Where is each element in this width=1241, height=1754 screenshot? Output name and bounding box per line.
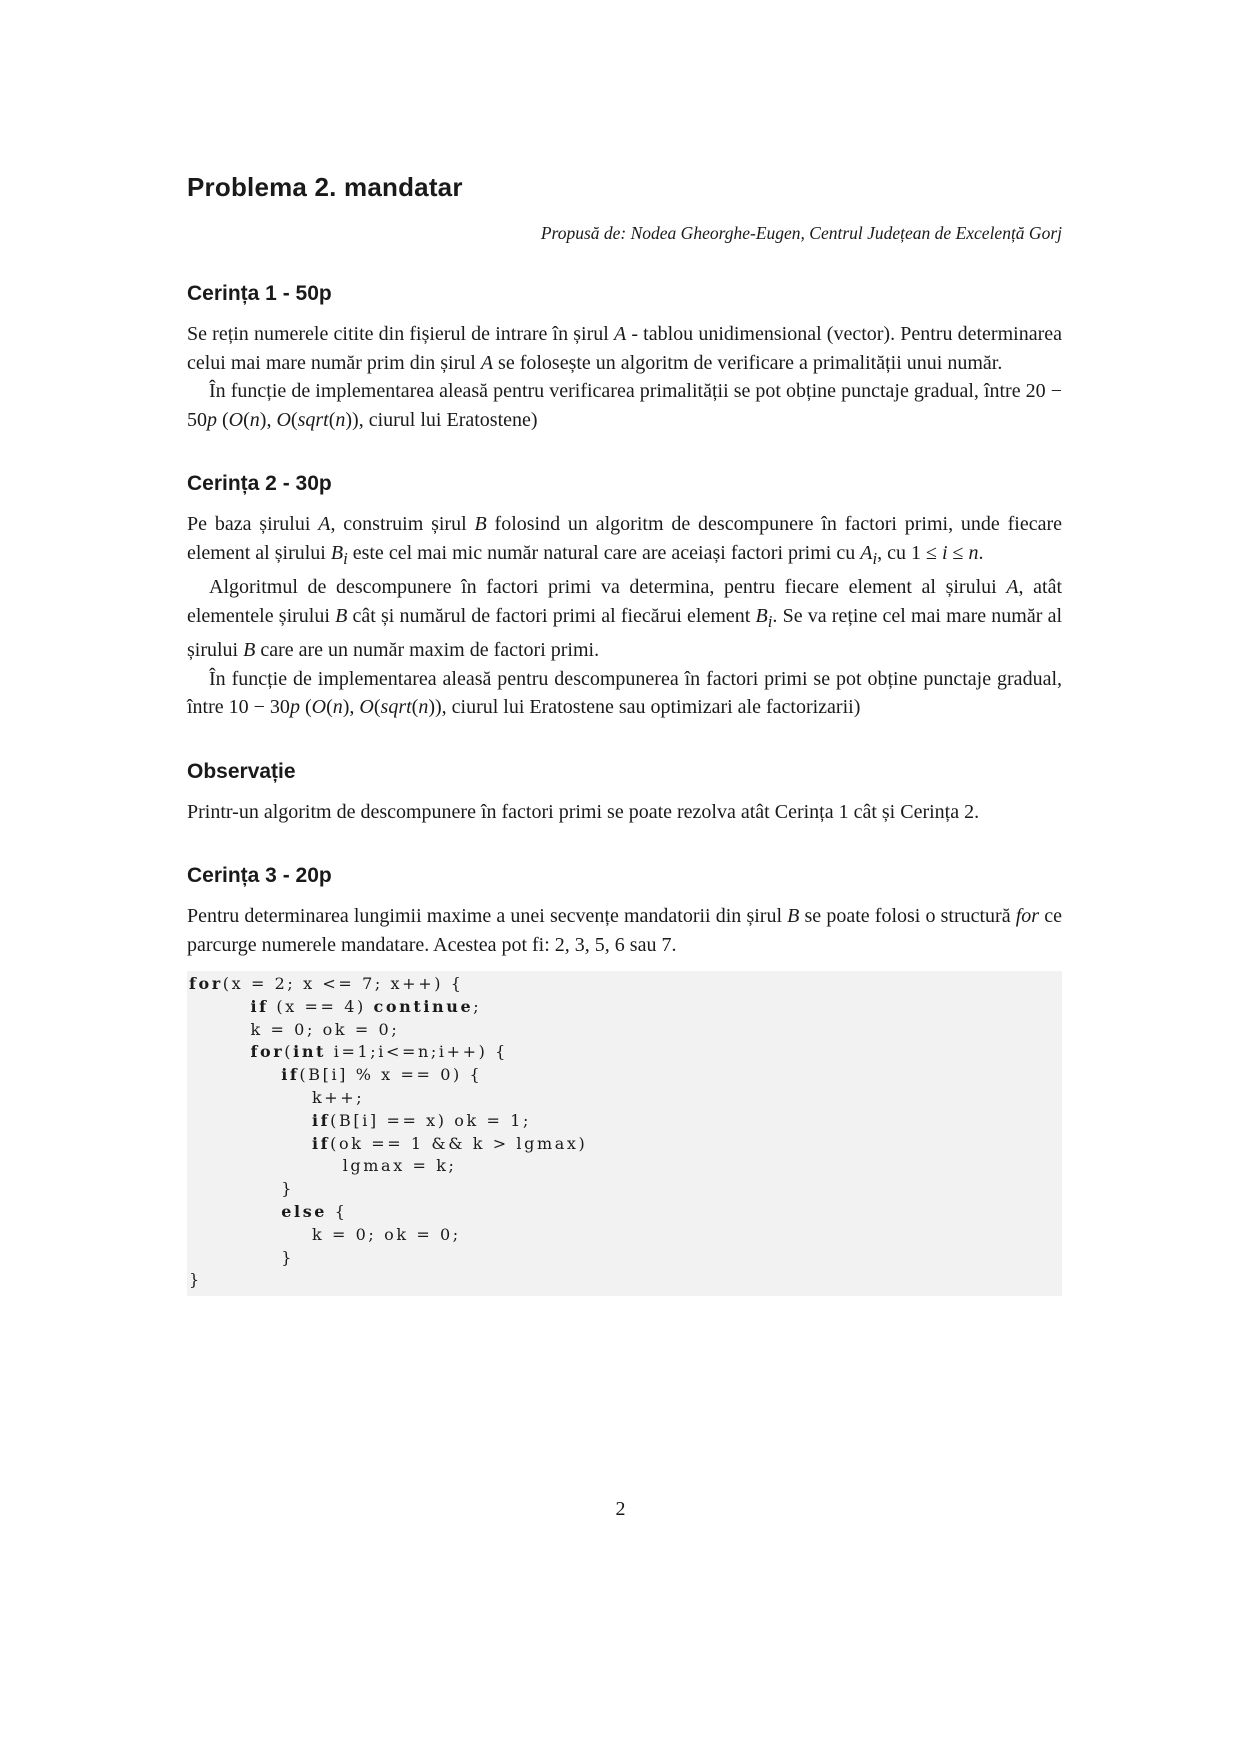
code-keyword: if [281, 1065, 300, 1085]
code-keyword: if [250, 996, 269, 1016]
cerinta-1-paragraph-1: Se rețin numerele citite din fișierul de intrare în șirul A - tablou unidimensional (vector). Pentru determinarea celui mai mare număr prim din șirul A se folosește un algoritm de verificare a primalității unui număr. [187, 323, 1062, 374]
code-keyword: for [189, 974, 223, 993]
code-keyword: else [281, 1201, 328, 1221]
code-line: for(int i=1;i<=n;i++) { [250, 1042, 508, 1062]
section-heading-cerinta-3: Cerința 3 - 20p [187, 864, 332, 887]
cerinta-2-paragraph-2: Algoritmul de descompunere în factori primi va determina, pentru fiecare element al șirului A, atât elementele șirului B cât și numărul de factori primi al fiecărui element $B_i$. Se va reține cel mai mare număr al șirului B care are un număr maxim de factori primi. [187, 576, 1063, 661]
code-keyword: int [293, 1042, 327, 1062]
author-line: Propusă de: Nodea Gheorghe-Eugen, Centrul Județean de Excelență Gorj [540, 223, 1062, 243]
observatie-paragraph: Printr-un algoritm de descompunere în factori primi se poate rezolva atât Cerința 1 cât și Cerința 2. [187, 800, 980, 823]
section-heading-observatie: Observație [187, 759, 296, 783]
code-keyword: continue [373, 996, 474, 1016]
code-listing [187, 971, 1062, 1296]
cerinta-2-paragraph-3: În funcție de implementarea aleasă pentru descompunerea în factori primi se pot obține punctaje gradual, între 10 − 30p (O(n), O(sqrt(n)), ciurul lui Eratostene sau optimizari ale factorizarii) [187, 667, 1062, 718]
code-line: else { [281, 1201, 348, 1221]
code-line: } [281, 1179, 295, 1199]
section-heading-cerinta-1: Cerința 1 - 50p [187, 282, 332, 305]
code-line: k = 0; ok = 0; [250, 1019, 400, 1039]
code-line: for(x = 2; x <= 7; x++) { [189, 974, 464, 993]
cerinta-2-paragraph-1: Pe baza șirului A, construim șirul B folosind un algoritm de descompunere în factori primi, unde fiecare element al șirului $B_i$ este cel mai mic număr natural care are aceiași factori primi cu $A_i$, cu 1 ≤ i ≤ n. [187, 513, 1063, 568]
code-line: k++; [311, 1087, 365, 1107]
code-line: if (x == 4) continue; [250, 996, 482, 1016]
code-line: } [189, 1270, 202, 1290]
code-keyword: for [250, 1042, 285, 1062]
cerinta-3-paragraph-1: Pentru determinarea lungimii maxime a unei secvențe mandatorii din șirul B se poate folosi o structură for ce parcurge numerele mandatare. Acestea pot fi: 2, 3, 5, 6 sau 7. [187, 905, 1062, 956]
document-page [187, 150, 1062, 1296]
page-number: 2 [615, 1498, 626, 1520]
code-line: if(ok == 1 && k > lgmax) [311, 1133, 588, 1153]
code-line: lgmax = k; [342, 1156, 457, 1176]
code-line: if(B[i] % x == 0) { [281, 1065, 483, 1085]
cerinta-1-paragraph-2: În funcție de implementarea aleasă pentru verificarea primalității se pot obține punctaje gradual, între 20 − 50p (O(n), O(sqrt(n)), ciurul lui Eratostene) [187, 380, 1062, 431]
problem-title: Problema 2. mandatar [187, 172, 463, 202]
code-line: } [281, 1247, 295, 1267]
section-heading-cerinta-2: Cerința 2 - 30p [187, 472, 332, 495]
code-keyword: if [311, 1133, 331, 1153]
code-line: k = 0; ok = 0; [311, 1224, 461, 1244]
code-line: if(B[i] == x) ok = 1; [311, 1110, 531, 1130]
code-keyword: if [311, 1110, 331, 1130]
